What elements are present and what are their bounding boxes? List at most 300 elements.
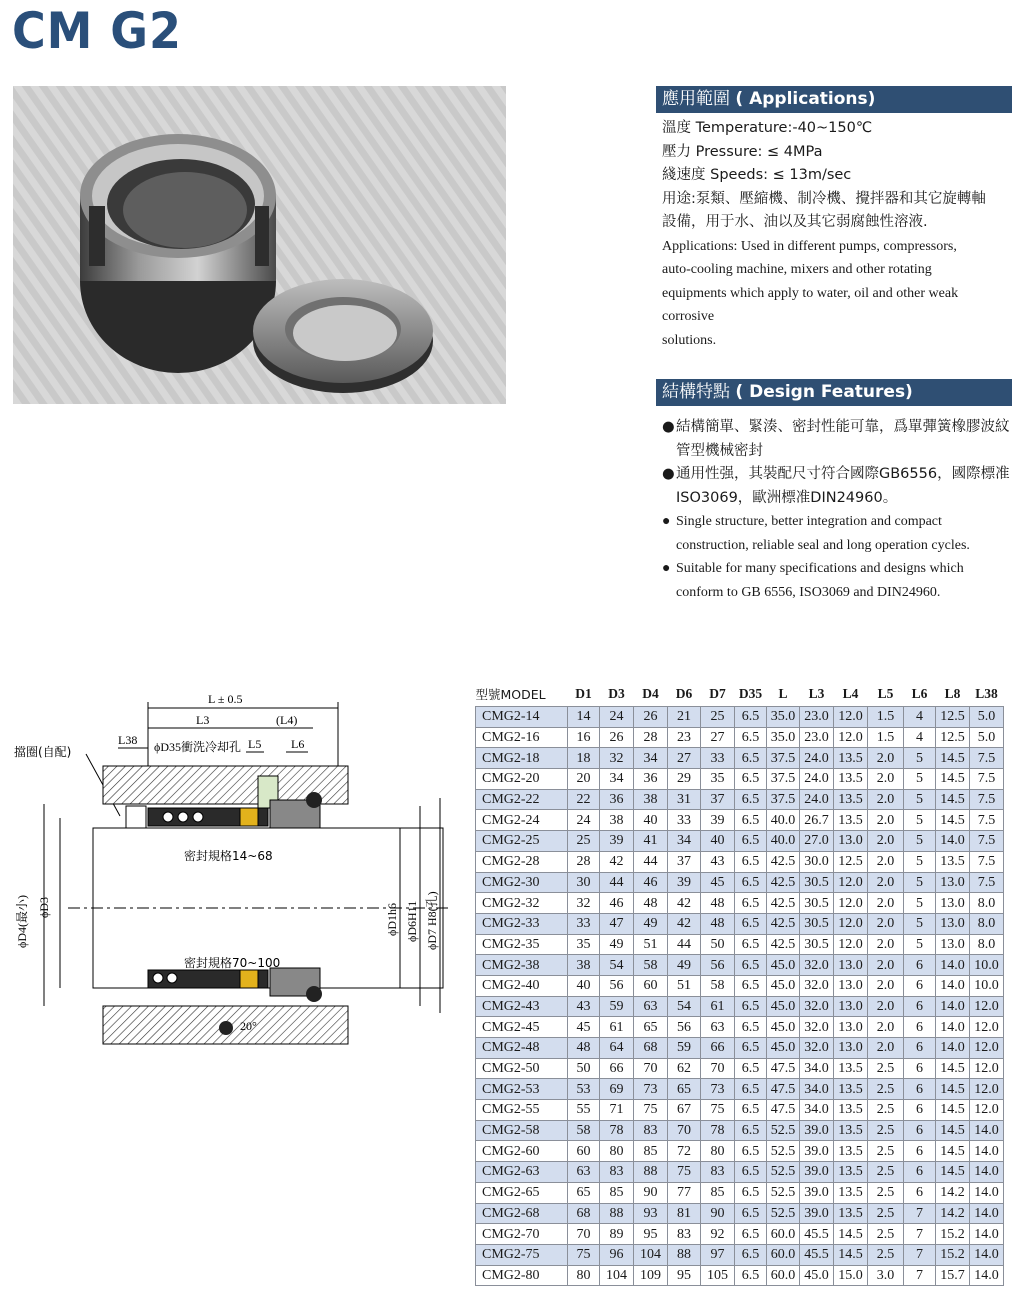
- value-cell: 5: [904, 851, 936, 872]
- value-cell: 46: [600, 893, 634, 914]
- value-cell: 56: [668, 1017, 701, 1038]
- value-cell: 26: [634, 707, 668, 728]
- value-cell: 42.5: [767, 913, 800, 934]
- value-cell: 39.0: [800, 1203, 834, 1224]
- model-cell: CMG2-63: [476, 1162, 568, 1183]
- applications-en-line-1: Applications: Used in different pumps, compressors,: [662, 238, 957, 254]
- value-cell: 10.0: [970, 975, 1004, 996]
- value-cell: 14.5: [936, 1079, 970, 1100]
- model-cell: CMG2-50: [476, 1058, 568, 1079]
- value-cell: 13.5: [834, 1162, 868, 1183]
- value-cell: 13.5: [834, 1203, 868, 1224]
- model-cell: CMG2-28: [476, 851, 568, 872]
- table-row: [476, 1017, 1004, 1038]
- value-cell: 88: [634, 1162, 668, 1183]
- value-cell: 47: [600, 913, 634, 934]
- value-cell: 75: [701, 1100, 735, 1121]
- spec-small-label: 密封規格14~68: [184, 849, 273, 863]
- table-row: [476, 1265, 1004, 1286]
- value-cell: 6.5: [735, 1224, 767, 1245]
- value-cell: 37: [701, 789, 735, 810]
- model-cell: CMG2-40: [476, 975, 568, 996]
- value-cell: 14.5: [936, 1120, 970, 1141]
- value-cell: 14.0: [970, 1265, 1004, 1286]
- header-l5: L5: [877, 686, 894, 701]
- value-cell: 14.2: [936, 1182, 970, 1203]
- value-cell: 59: [668, 1038, 701, 1059]
- value-cell: 6.5: [735, 893, 767, 914]
- value-cell: 68: [634, 1038, 668, 1059]
- value-cell: 60.0: [767, 1265, 800, 1286]
- value-cell: 61: [600, 1017, 634, 1038]
- value-cell: 59: [600, 996, 634, 1017]
- table-row: [476, 810, 1004, 831]
- model-cell: CMG2-14: [476, 707, 568, 728]
- value-cell: 5.0: [970, 727, 1004, 748]
- header-d7: D7: [709, 686, 726, 701]
- table-row: [476, 1079, 1004, 1100]
- value-cell: 2.0: [868, 934, 904, 955]
- features-heading-en: ( Design Features): [735, 382, 913, 402]
- header-l8: L8: [944, 686, 961, 701]
- value-cell: 12.0: [970, 1038, 1004, 1059]
- value-cell: 48: [701, 893, 735, 914]
- seal-cross-section-diagram: [8, 688, 464, 1068]
- value-cell: 104: [634, 1244, 668, 1265]
- value-cell: 43: [568, 996, 600, 1017]
- value-cell: 90: [634, 1182, 668, 1203]
- value-cell: 1.5: [868, 727, 904, 748]
- value-cell: 5: [904, 872, 936, 893]
- value-cell: 12.0: [970, 1058, 1004, 1079]
- dim-l3: L3: [196, 713, 210, 727]
- value-cell: 37.5: [767, 769, 800, 790]
- value-cell: 6.5: [735, 955, 767, 976]
- value-cell: 25: [701, 707, 735, 728]
- value-cell: 36: [634, 769, 668, 790]
- value-cell: 85: [701, 1182, 735, 1203]
- value-cell: 26: [600, 727, 634, 748]
- value-cell: 95: [668, 1265, 701, 1286]
- table-row: [476, 996, 1004, 1017]
- baffle-ring-label: 擋圈(自配): [14, 745, 72, 759]
- value-cell: 105: [701, 1265, 735, 1286]
- value-cell: 13.5: [834, 748, 868, 769]
- speed-line: 綫速度 Speeds: ≤ 13m/sec: [662, 167, 852, 183]
- table-header-row: [476, 682, 1004, 707]
- value-cell: 6.5: [735, 1120, 767, 1141]
- dim-l38: L38: [118, 733, 138, 747]
- table-row: [476, 1182, 1004, 1203]
- value-cell: 15.2: [936, 1244, 970, 1265]
- model-cell: CMG2-22: [476, 789, 568, 810]
- value-cell: 52.5: [767, 1203, 800, 1224]
- value-cell: 30.5: [800, 872, 834, 893]
- value-cell: 6.5: [735, 851, 767, 872]
- value-cell: 12.0: [970, 996, 1004, 1017]
- value-cell: 12.0: [834, 727, 868, 748]
- value-cell: 109: [634, 1265, 668, 1286]
- value-cell: 48: [568, 1038, 600, 1059]
- value-cell: 12.0: [834, 934, 868, 955]
- value-cell: 44: [600, 872, 634, 893]
- value-cell: 6.5: [735, 1162, 767, 1183]
- value-cell: 83: [600, 1162, 634, 1183]
- value-cell: 6: [904, 1079, 936, 1100]
- value-cell: 69: [600, 1079, 634, 1100]
- value-cell: 2.0: [868, 913, 904, 934]
- value-cell: 23: [668, 727, 701, 748]
- value-cell: 2.0: [868, 789, 904, 810]
- value-cell: 12.5: [834, 851, 868, 872]
- value-cell: 54: [600, 955, 634, 976]
- bullet-icon: ●: [662, 514, 671, 529]
- value-cell: 13.5: [834, 1182, 868, 1203]
- value-cell: 7: [904, 1265, 936, 1286]
- value-cell: 67: [668, 1100, 701, 1121]
- value-cell: 6.5: [735, 1203, 767, 1224]
- value-cell: 14.5: [936, 1141, 970, 1162]
- model-cell: CMG2-38: [476, 955, 568, 976]
- dim-d6: ϕD6H11: [405, 900, 419, 942]
- value-cell: 14.5: [936, 748, 970, 769]
- header-d3: D3: [608, 686, 625, 701]
- value-cell: 45.0: [767, 1017, 800, 1038]
- value-cell: 35: [568, 934, 600, 955]
- value-cell: 95: [634, 1224, 668, 1245]
- value-cell: 6: [904, 955, 936, 976]
- value-cell: 14.0: [970, 1244, 1004, 1265]
- value-cell: 32.0: [800, 975, 834, 996]
- value-cell: 30.5: [800, 913, 834, 934]
- value-cell: 40.0: [767, 810, 800, 831]
- value-cell: 66: [701, 1038, 735, 1059]
- value-cell: 24.0: [800, 748, 834, 769]
- value-cell: 13.5: [834, 769, 868, 790]
- value-cell: 45: [701, 872, 735, 893]
- model-cell: CMG2-45: [476, 1017, 568, 1038]
- value-cell: 6.5: [735, 872, 767, 893]
- value-cell: 47.5: [767, 1079, 800, 1100]
- spec-table-body: [476, 707, 1004, 1286]
- value-cell: 33: [701, 748, 735, 769]
- value-cell: 2.0: [868, 769, 904, 790]
- value-cell: 13.0: [936, 934, 970, 955]
- model-cell: CMG2-25: [476, 831, 568, 852]
- value-cell: 58: [634, 955, 668, 976]
- value-cell: 6: [904, 1182, 936, 1203]
- feature-item: ● Single structure, better integration and compact construction, reliable seal and long operation cycles.: [662, 510, 1014, 557]
- value-cell: 7.5: [970, 851, 1004, 872]
- seal-body-shape: [80, 134, 276, 373]
- value-cell: 46: [634, 872, 668, 893]
- value-cell: 22: [568, 789, 600, 810]
- value-cell: 80: [600, 1141, 634, 1162]
- dim-l5: L5: [248, 737, 262, 751]
- applications-heading-cn: 應用範圍: [662, 89, 730, 109]
- value-cell: 14.0: [970, 1141, 1004, 1162]
- value-cell: 50: [568, 1058, 600, 1079]
- value-cell: 45.0: [767, 955, 800, 976]
- value-cell: 8.0: [970, 934, 1004, 955]
- product-photo: [13, 86, 506, 404]
- value-cell: 52.5: [767, 1162, 800, 1183]
- value-cell: 24.0: [800, 789, 834, 810]
- value-cell: 2.5: [868, 1182, 904, 1203]
- value-cell: 3.0: [868, 1265, 904, 1286]
- value-cell: 6: [904, 996, 936, 1017]
- value-cell: 80: [568, 1265, 600, 1286]
- table-row: [476, 1244, 1004, 1265]
- value-cell: 24.0: [800, 769, 834, 790]
- value-cell: 6.5: [735, 769, 767, 790]
- value-cell: 6.5: [735, 707, 767, 728]
- value-cell: 39: [600, 831, 634, 852]
- value-cell: 6.5: [735, 1038, 767, 1059]
- value-cell: 35: [701, 769, 735, 790]
- value-cell: 88: [600, 1203, 634, 1224]
- value-cell: 31: [668, 789, 701, 810]
- value-cell: 32.0: [800, 996, 834, 1017]
- header-l3: L3: [808, 686, 825, 701]
- value-cell: 8.0: [970, 913, 1004, 934]
- value-cell: 44: [634, 851, 668, 872]
- value-cell: 5: [904, 831, 936, 852]
- value-cell: 14.0: [936, 1038, 970, 1059]
- value-cell: 8.0: [970, 893, 1004, 914]
- value-cell: 83: [701, 1162, 735, 1183]
- value-cell: 6: [904, 1141, 936, 1162]
- model-cell: CMG2-16: [476, 727, 568, 748]
- value-cell: 45: [568, 1017, 600, 1038]
- features-list: [662, 416, 1014, 604]
- table-row: [476, 1058, 1004, 1079]
- value-cell: 7.5: [970, 769, 1004, 790]
- value-cell: 65: [568, 1182, 600, 1203]
- value-cell: 52.5: [767, 1182, 800, 1203]
- value-cell: 6: [904, 1017, 936, 1038]
- value-cell: 39: [701, 810, 735, 831]
- value-cell: 85: [600, 1182, 634, 1203]
- model-cell: CMG2-58: [476, 1120, 568, 1141]
- value-cell: 7: [904, 1203, 936, 1224]
- value-cell: 14.0: [970, 1182, 1004, 1203]
- feature-item: ● 結構簡單、緊湊、密封性能可靠，爲單彈簧橡膠波紋管型機械密封: [662, 416, 1014, 463]
- value-cell: 65: [668, 1079, 701, 1100]
- value-cell: 28: [568, 851, 600, 872]
- value-cell: 58: [568, 1120, 600, 1141]
- value-cell: 64: [600, 1038, 634, 1059]
- value-cell: 13.0: [936, 913, 970, 934]
- value-cell: 42.5: [767, 872, 800, 893]
- value-cell: 12.0: [834, 893, 868, 914]
- value-cell: 2.5: [868, 1203, 904, 1224]
- value-cell: 2.0: [868, 996, 904, 1017]
- value-cell: 70: [634, 1058, 668, 1079]
- value-cell: 43: [701, 851, 735, 872]
- value-cell: 81: [668, 1203, 701, 1224]
- value-cell: 51: [634, 934, 668, 955]
- value-cell: 7: [904, 1244, 936, 1265]
- value-cell: 6.5: [735, 1079, 767, 1100]
- value-cell: 42.5: [767, 934, 800, 955]
- value-cell: 5: [904, 789, 936, 810]
- value-cell: 52.5: [767, 1120, 800, 1141]
- feature-item: ● 通用性强，其裝配尺寸符合國際GB6556，國際標准ISO3069，歐洲標准DIN24960。: [662, 463, 1014, 510]
- value-cell: 14.5: [936, 1058, 970, 1079]
- value-cell: 6: [904, 1058, 936, 1079]
- value-cell: 14.2: [936, 1203, 970, 1224]
- table-row: [476, 1038, 1004, 1059]
- value-cell: 37.5: [767, 748, 800, 769]
- value-cell: 13.5: [834, 1120, 868, 1141]
- value-cell: 7.5: [970, 872, 1004, 893]
- value-cell: 51: [668, 975, 701, 996]
- model-cell: CMG2-80: [476, 1265, 568, 1286]
- value-cell: 45.0: [800, 1265, 834, 1286]
- value-cell: 28: [634, 727, 668, 748]
- value-cell: 35.0: [767, 727, 800, 748]
- value-cell: 6.5: [735, 1058, 767, 1079]
- value-cell: 35.0: [767, 707, 800, 728]
- value-cell: 6.5: [735, 831, 767, 852]
- usage-line-2: 設備，用于水、油以及其它弱腐蝕性溶液.: [662, 214, 928, 230]
- value-cell: 93: [634, 1203, 668, 1224]
- value-cell: 83: [634, 1120, 668, 1141]
- value-cell: 71: [600, 1100, 634, 1121]
- model-cell: CMG2-48: [476, 1038, 568, 1059]
- table-row: [476, 955, 1004, 976]
- value-cell: 14.0: [936, 831, 970, 852]
- value-cell: 89: [600, 1224, 634, 1245]
- value-cell: 40: [568, 975, 600, 996]
- value-cell: 5: [904, 913, 936, 934]
- value-cell: 45.5: [800, 1224, 834, 1245]
- value-cell: 2.5: [868, 1120, 904, 1141]
- value-cell: 83: [668, 1224, 701, 1245]
- value-cell: 38: [634, 789, 668, 810]
- value-cell: 60.0: [767, 1244, 800, 1265]
- value-cell: 14.5: [936, 1100, 970, 1121]
- value-cell: 6.5: [735, 1017, 767, 1038]
- value-cell: 2.5: [868, 1224, 904, 1245]
- applications-en-line-2: auto-cooling machine, mixers and other rotating: [662, 262, 932, 277]
- value-cell: 60.0: [767, 1224, 800, 1245]
- value-cell: 18: [568, 748, 600, 769]
- value-cell: 12.0: [970, 1079, 1004, 1100]
- dim-d7: ϕD7 H8(孔): [425, 891, 439, 950]
- value-cell: 34: [634, 748, 668, 769]
- value-cell: 45.0: [767, 996, 800, 1017]
- value-cell: 34: [668, 831, 701, 852]
- value-cell: 80: [701, 1141, 735, 1162]
- value-cell: 96: [600, 1244, 634, 1265]
- usage-line-1: 用途:泵類、壓縮機、制冷機、攪拌器和其它旋轉軸: [662, 190, 986, 207]
- value-cell: 6: [904, 1120, 936, 1141]
- table-row: [476, 727, 1004, 748]
- value-cell: 77: [668, 1182, 701, 1203]
- value-cell: 13.0: [834, 1038, 868, 1059]
- value-cell: 15.2: [936, 1224, 970, 1245]
- value-cell: 39.0: [800, 1182, 834, 1203]
- pressure-line: 壓力 Pressure: ≤ 4MPa: [662, 143, 823, 160]
- value-cell: 75: [634, 1100, 668, 1121]
- value-cell: 20: [568, 769, 600, 790]
- value-cell: 39.0: [800, 1120, 834, 1141]
- value-cell: 36: [600, 789, 634, 810]
- value-cell: 13.0: [834, 975, 868, 996]
- value-cell: 78: [600, 1120, 634, 1141]
- value-cell: 23.0: [800, 707, 834, 728]
- value-cell: 13.0: [834, 996, 868, 1017]
- dim-l4: (L4): [276, 713, 298, 727]
- header-l4: L4: [842, 686, 859, 701]
- value-cell: 6.5: [735, 1141, 767, 1162]
- value-cell: 2.5: [868, 1244, 904, 1265]
- value-cell: 32.0: [800, 955, 834, 976]
- value-cell: 13.0: [834, 831, 868, 852]
- angle-label: 20°: [240, 1019, 257, 1033]
- value-cell: 53: [568, 1079, 600, 1100]
- value-cell: 13.0: [936, 872, 970, 893]
- value-cell: 92: [701, 1224, 735, 1245]
- value-cell: 104: [600, 1265, 634, 1286]
- value-cell: 14.0: [936, 975, 970, 996]
- value-cell: 6.5: [735, 727, 767, 748]
- value-cell: 14.0: [936, 996, 970, 1017]
- value-cell: 5: [904, 748, 936, 769]
- value-cell: 52.5: [767, 1141, 800, 1162]
- table-row: [476, 934, 1004, 955]
- value-cell: 45.0: [767, 1038, 800, 1059]
- value-cell: 78: [701, 1120, 735, 1141]
- header-l38: L38: [975, 686, 998, 701]
- value-cell: 38: [600, 810, 634, 831]
- value-cell: 63: [701, 1017, 735, 1038]
- value-cell: 34: [600, 769, 634, 790]
- table-row: [476, 1100, 1004, 1121]
- value-cell: 44: [668, 934, 701, 955]
- value-cell: 48: [634, 893, 668, 914]
- header-d4: D4: [642, 686, 659, 701]
- value-cell: 58: [701, 975, 735, 996]
- value-cell: 2.5: [868, 1162, 904, 1183]
- value-cell: 85: [634, 1141, 668, 1162]
- value-cell: 6.5: [735, 748, 767, 769]
- page-title: CM G2: [12, 2, 182, 60]
- value-cell: 10.0: [970, 955, 1004, 976]
- value-cell: 7.5: [970, 831, 1004, 852]
- value-cell: 5: [904, 893, 936, 914]
- value-cell: 27: [701, 727, 735, 748]
- value-cell: 14.0: [970, 1203, 1004, 1224]
- header-d1: D1: [575, 686, 592, 701]
- value-cell: 21: [668, 707, 701, 728]
- value-cell: 12.0: [834, 913, 868, 934]
- value-cell: 24: [568, 810, 600, 831]
- value-cell: 50: [701, 934, 735, 955]
- value-cell: 6.5: [735, 996, 767, 1017]
- value-cell: 6.5: [735, 1244, 767, 1265]
- value-cell: 6: [904, 1038, 936, 1059]
- features-heading-cn: 結構特點: [662, 382, 730, 402]
- value-cell: 14.5: [834, 1224, 868, 1245]
- value-cell: 4: [904, 727, 936, 748]
- value-cell: 30.5: [800, 934, 834, 955]
- value-cell: 2.0: [868, 851, 904, 872]
- model-cell: CMG2-18: [476, 748, 568, 769]
- table-row: [476, 1203, 1004, 1224]
